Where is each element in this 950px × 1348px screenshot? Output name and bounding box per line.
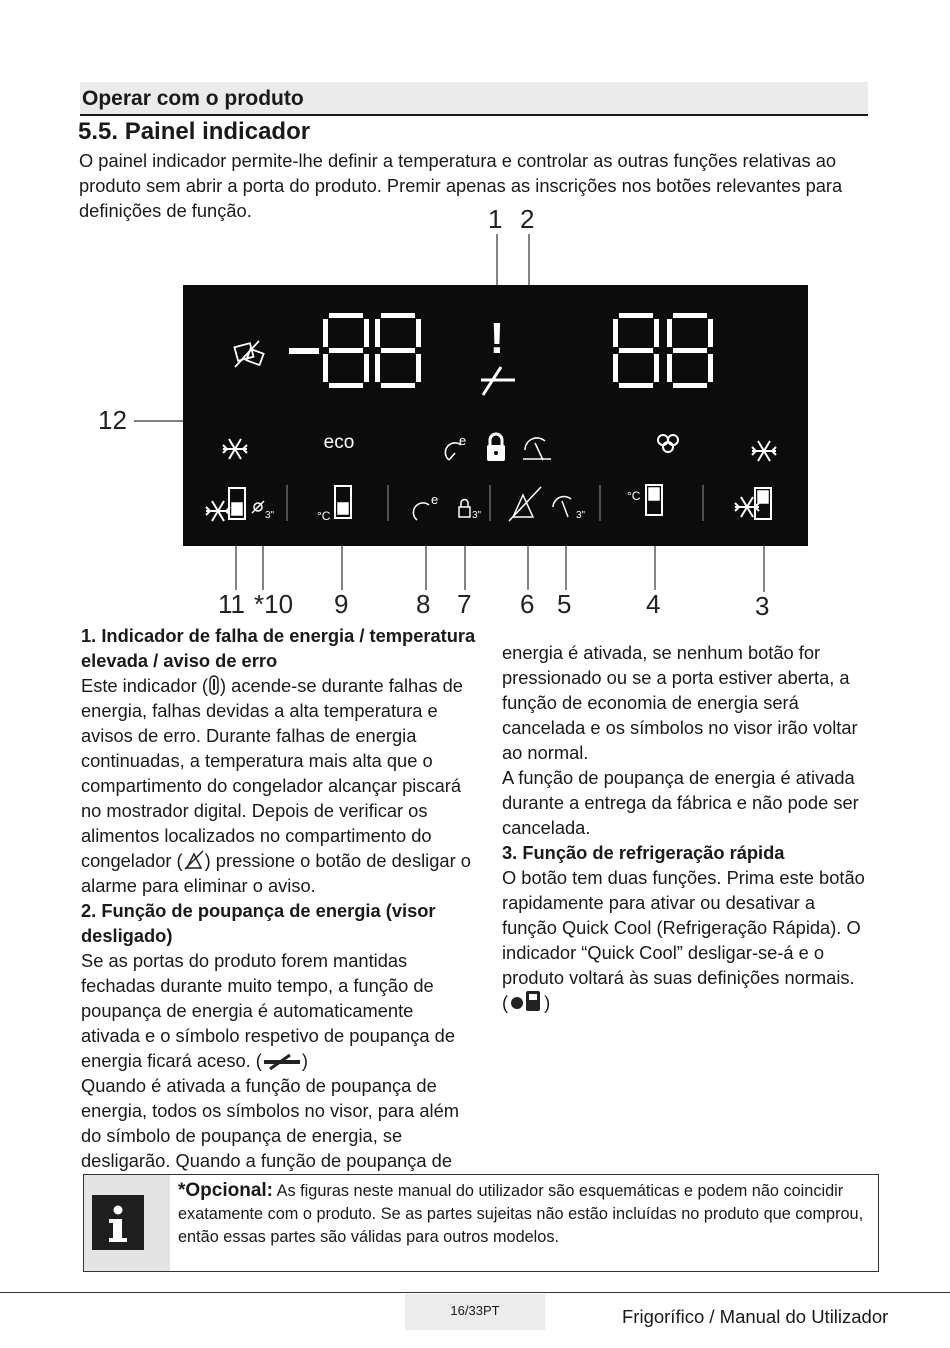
callout-12: 12 bbox=[98, 405, 127, 435]
note-label: *Opcional: bbox=[178, 1180, 274, 1201]
callout-7: 7 bbox=[457, 589, 472, 619]
quickcool-celsius-label: °C bbox=[627, 489, 641, 503]
s2-factory-note: A função de poupança de energia é ativada durante a entrega da fábrica e não pode ser cancelada. bbox=[502, 767, 859, 838]
left-column bbox=[81, 623, 476, 1173]
info-icon bbox=[84, 1175, 170, 1271]
s1-title: 1. Indicador de falha de energia / temperatura elevada / aviso de erro bbox=[81, 625, 476, 671]
right-column bbox=[502, 640, 870, 1015]
callout-6: 6 bbox=[520, 589, 535, 619]
s2-body-2: Quando é ativada a função de poupança de energia, todos os símbolos no visor, para além do símbolo de poupança de energia, se desligarão. Quando a função de poupança de bbox=[81, 1075, 460, 1171]
energy-saving-icon bbox=[481, 367, 515, 395]
fridge-celsius-label: °C bbox=[317, 509, 331, 523]
section-title: Operar com o produto bbox=[82, 87, 304, 110]
freezer-temp-display bbox=[289, 313, 421, 388]
energy-saving-inline-icon bbox=[262, 1054, 302, 1070]
s2-text-b: ) bbox=[301, 1050, 308, 1071]
ice-3s-label: 3" bbox=[265, 510, 275, 521]
alarm-inline-icon bbox=[208, 675, 220, 695]
callout-4: 4 bbox=[646, 589, 661, 619]
alarm-indicator-icon: ! bbox=[489, 314, 505, 363]
s3-paren-close: ) bbox=[544, 992, 551, 1013]
quick-cool-icon bbox=[752, 441, 776, 461]
eco-icon: eco bbox=[323, 432, 355, 453]
page-number: 16/33PT bbox=[405, 1294, 545, 1330]
s2-title: 2. Função de poupança de energia (visor desligado) bbox=[81, 900, 436, 946]
s3-paren-open: ( bbox=[502, 992, 509, 1013]
s1-text-b: ) acende-se durante falhas de energia, falhas devidas a alta temperatura e avisos de erro. Durante falhas de energia continuadas, a temperatura mais alta que o compartimento do congelador alcançar piscará no mostrador digital. Depois de verificar os alimentos localizados no compartimento do congelador ( bbox=[81, 675, 463, 871]
quick-cool-inline-icon bbox=[508, 990, 544, 1012]
callout-3: 3 bbox=[755, 591, 770, 621]
intro-paragraph: O painel indicador permite-lhe definir a temperatura e controlar as outras funções relativas ao produto sem abrir a porta do produto. Premir apenas as inscrições nos botões relevantes para definições de função. bbox=[79, 150, 843, 221]
s1-text-c: ) pressione o botão de desligar o alarme para eliminar o aviso. bbox=[81, 850, 471, 896]
button-row-icons bbox=[206, 485, 771, 521]
callout-8: 8 bbox=[416, 589, 431, 619]
s3-body: O botão tem duas funções. Prima este botão rapidamente para ativar ou desativar a função Quick Cool (Refrigeração Rápida). O indicador “Quick Cool” desligar-se-á e o produto voltará às suas definições normais. bbox=[502, 867, 865, 988]
s1-text-a: Este indicador ( bbox=[81, 675, 209, 696]
page-heading: 5.5. Painel indicador bbox=[78, 118, 311, 145]
s3-icon-line bbox=[502, 990, 870, 1015]
ice-maker-off-icon bbox=[234, 341, 263, 367]
vacation-icon bbox=[523, 438, 551, 460]
lock-3s-label: 3" bbox=[472, 510, 482, 521]
s3-title: 3. Função de refrigeração rápida bbox=[502, 842, 785, 863]
callout-10: *10 bbox=[254, 589, 294, 619]
footer-divider bbox=[0, 1292, 950, 1293]
note-text bbox=[178, 1179, 868, 1249]
eco-e-label: e bbox=[459, 433, 467, 448]
info-icon-cell bbox=[84, 1175, 170, 1271]
s2-body bbox=[81, 948, 476, 1073]
callout-11: 11 bbox=[218, 589, 245, 619]
callout-1: 1 bbox=[488, 204, 503, 234]
lock-icon bbox=[487, 434, 505, 461]
footer-title: Frigorífico / Manual do Utilizador bbox=[622, 1306, 889, 1327]
s2-continued: energia é ativada, se nenhum botão for pressionado ou se a porta estiver aberta, a função de economia de energia será cancelada e os símbolos no visor irão voltar ao normal. bbox=[502, 642, 858, 763]
eco-button-e-label: e bbox=[431, 492, 439, 507]
alarm-off-inline-icon bbox=[183, 850, 205, 870]
s2-text-a: Se as portas do produto forem mantidas fechadas durante muito tempo, a função de poupança de energia é automaticamente ativada e o símbolo respetivo de poupança de energia ficará aceso. ( bbox=[81, 950, 456, 1071]
s1-body bbox=[81, 673, 476, 898]
callout-2: 2 bbox=[520, 204, 535, 234]
fan-icon bbox=[658, 435, 678, 452]
note-body: As figuras neste manual do utilizador são esquemáticas e podem não coincidir exatamente com o produto. Se as partes sujeitas não estão incluídas no produto que comprou, então essas partes são válidas para outros modelos. bbox=[178, 1182, 864, 1246]
panel-graphics bbox=[183, 285, 808, 546]
fridge-temp-display bbox=[613, 313, 713, 388]
indicator-panel bbox=[183, 285, 808, 546]
callout-9: 9 bbox=[334, 589, 349, 619]
vacation-3s-label: 3" bbox=[576, 510, 586, 521]
super-freeze-icon bbox=[223, 439, 247, 459]
callout-5: 5 bbox=[557, 589, 572, 619]
optional-note-box bbox=[83, 1174, 879, 1272]
